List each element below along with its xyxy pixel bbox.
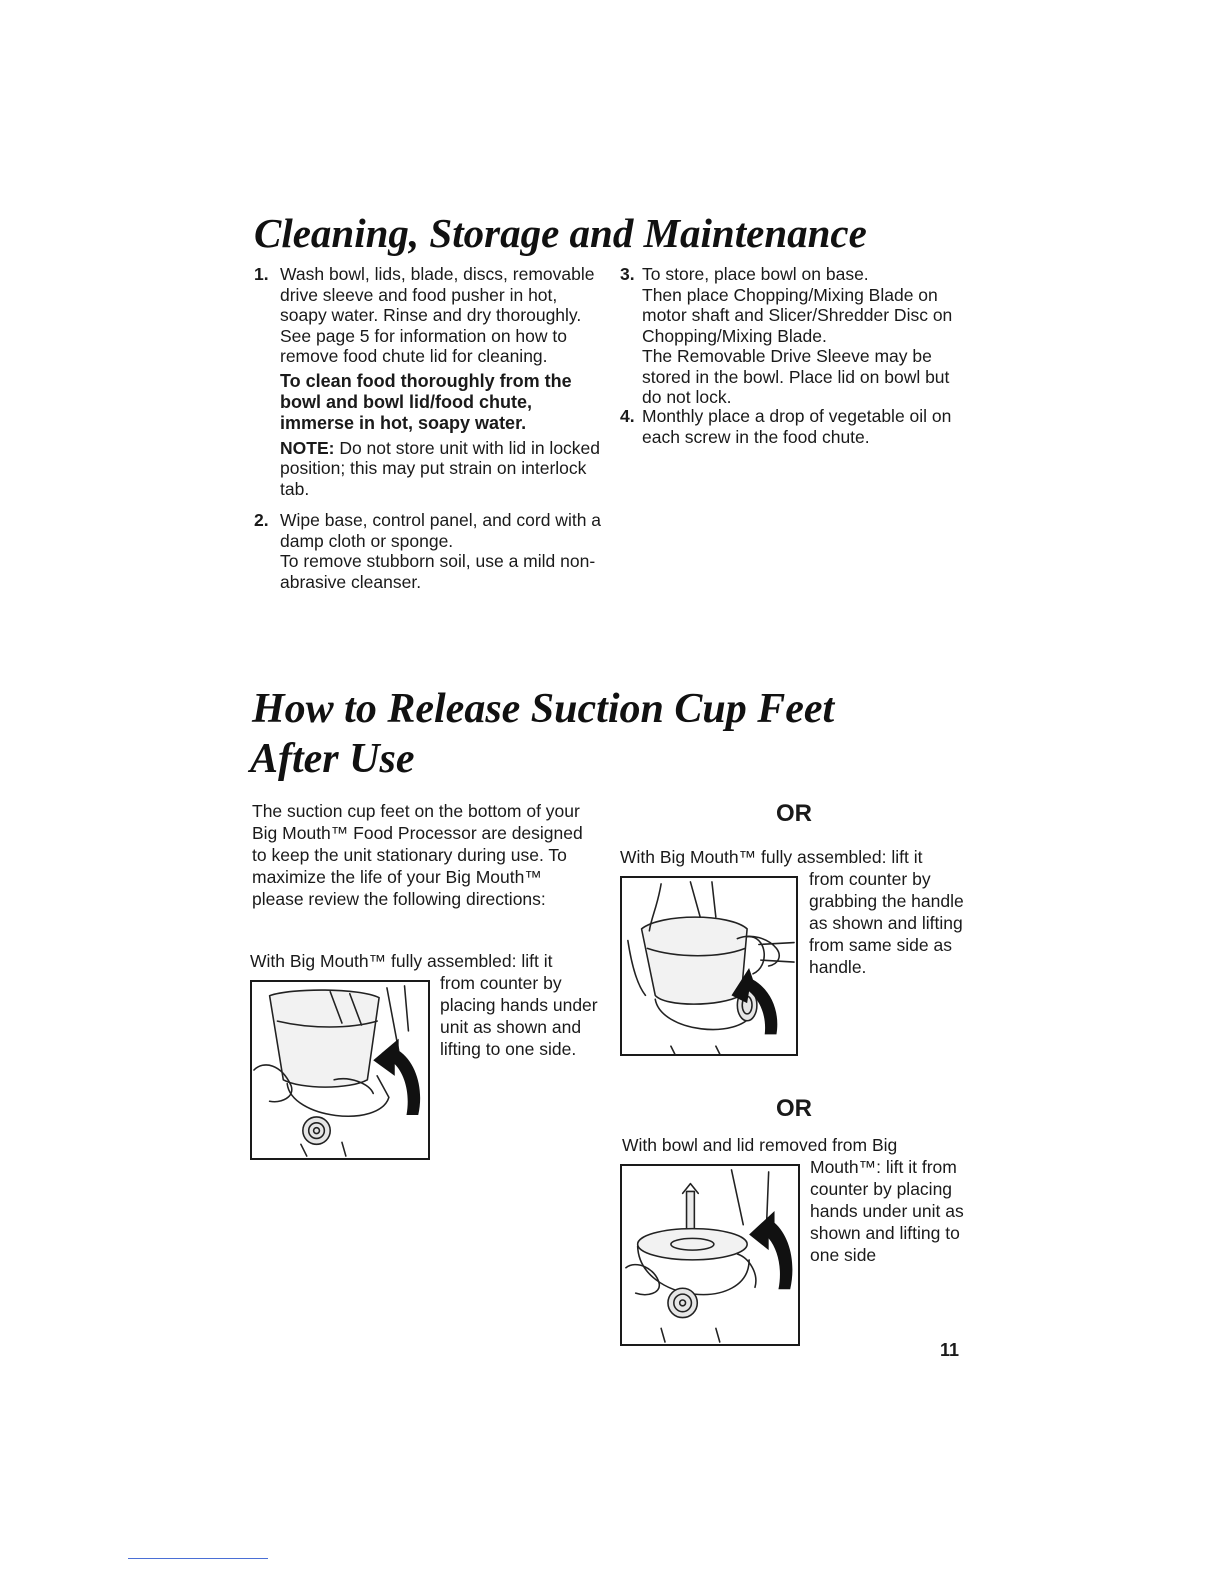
item-4-text: Monthly place a drop of vegetable oil on each screw in the food chute. xyxy=(642,406,952,447)
method-3-lead: With bowl and lid removed from Big xyxy=(622,1135,898,1155)
page-number: 11 xyxy=(940,1340,960,1360)
illustration-lift-from-under-assembled xyxy=(250,980,430,1160)
bottom-divider-line xyxy=(128,1558,268,1559)
item-1-bold-instruction: To clean food thoroughly from the bowl and bowl lid/food chute, immerse in hot, soapy water. xyxy=(280,370,572,433)
method-2-side-paragraph: from counter by grabbing the handle as shown and lifting from same side as handle. xyxy=(809,869,964,977)
item-3-text: To store, place bowl on base. xyxy=(642,264,869,284)
food-processor-handle-grab-icon xyxy=(622,878,796,1054)
or-divider-2: OR xyxy=(776,1095,812,1122)
method-3-side-text xyxy=(810,1156,970,1266)
suction-intro-text: The suction cup feet on the bottom of your Big Mouth™ Food Processor are designed to keep the unit stationary during use. To maximize the life of your Big Mouth™ please review the following directions: xyxy=(252,801,583,909)
list-item-4 xyxy=(620,406,970,447)
method-1-side-text xyxy=(440,972,600,1060)
illustration-lift-by-handle xyxy=(620,876,798,1056)
item-3-text-3: The Removable Drive Sleeve may be stored in the bowl. Place lid on bowl but do not lock. xyxy=(642,346,950,407)
method-1-lead: With Big Mouth™ fully assembled: lift it xyxy=(250,951,553,971)
or-divider-1: OR xyxy=(776,800,812,827)
note-label: NOTE: xyxy=(280,437,335,458)
item-2-text: Wipe base, control panel, and cord with a damp cloth or sponge. xyxy=(280,510,602,551)
list-item-3 xyxy=(620,264,970,408)
section-title-suction-line-2: After Use xyxy=(250,736,415,782)
section-title-suction-line-1: How to Release Suction Cup Feet xyxy=(252,686,835,732)
method-3-side-paragraph: Mouth™: lift it from counter by placing hands under unit as shown and lifting to one side xyxy=(810,1157,964,1265)
illustration-lift-base-only xyxy=(620,1164,800,1346)
item-2-text-2: To remove stubborn soil, use a mild non-abrasive cleanser. xyxy=(280,551,596,592)
method-2-side-text xyxy=(809,868,969,978)
item-1-text: Wash bowl, lids, blade, discs, removable drive sleeve and food pusher in hot, soapy water. Rinse and dry thoroughly. See page 5 for information on how to remove food chute lid for cleaning. xyxy=(280,264,595,366)
food-processor-base-lift-icon xyxy=(622,1166,798,1344)
food-processor-hands-under-icon xyxy=(252,982,428,1158)
list-number: 4. xyxy=(620,406,635,426)
method-2-lead: With Big Mouth™ fully assembled: lift it xyxy=(620,847,923,867)
section-title-cleaning: Cleaning, Storage and Maintenance xyxy=(254,210,867,256)
note-text: Do not store unit with lid in locked position; this may put strain on interlock tab. xyxy=(280,437,601,499)
list-number: 3. xyxy=(620,264,635,284)
method-1-side-paragraph: from counter by placing hands under unit as shown and lifting to one side. xyxy=(440,973,598,1059)
list-number: 2. xyxy=(254,510,269,530)
list-number: 1. xyxy=(254,264,269,284)
list-item-2 xyxy=(254,510,602,592)
list-item-1 xyxy=(254,264,602,499)
item-3-text-2: Then place Chopping/Mixing Blade on motor shaft and Slicer/Shredder Disc on Chopping/Mixing Blade. xyxy=(642,284,953,346)
item-1-note xyxy=(280,438,602,500)
